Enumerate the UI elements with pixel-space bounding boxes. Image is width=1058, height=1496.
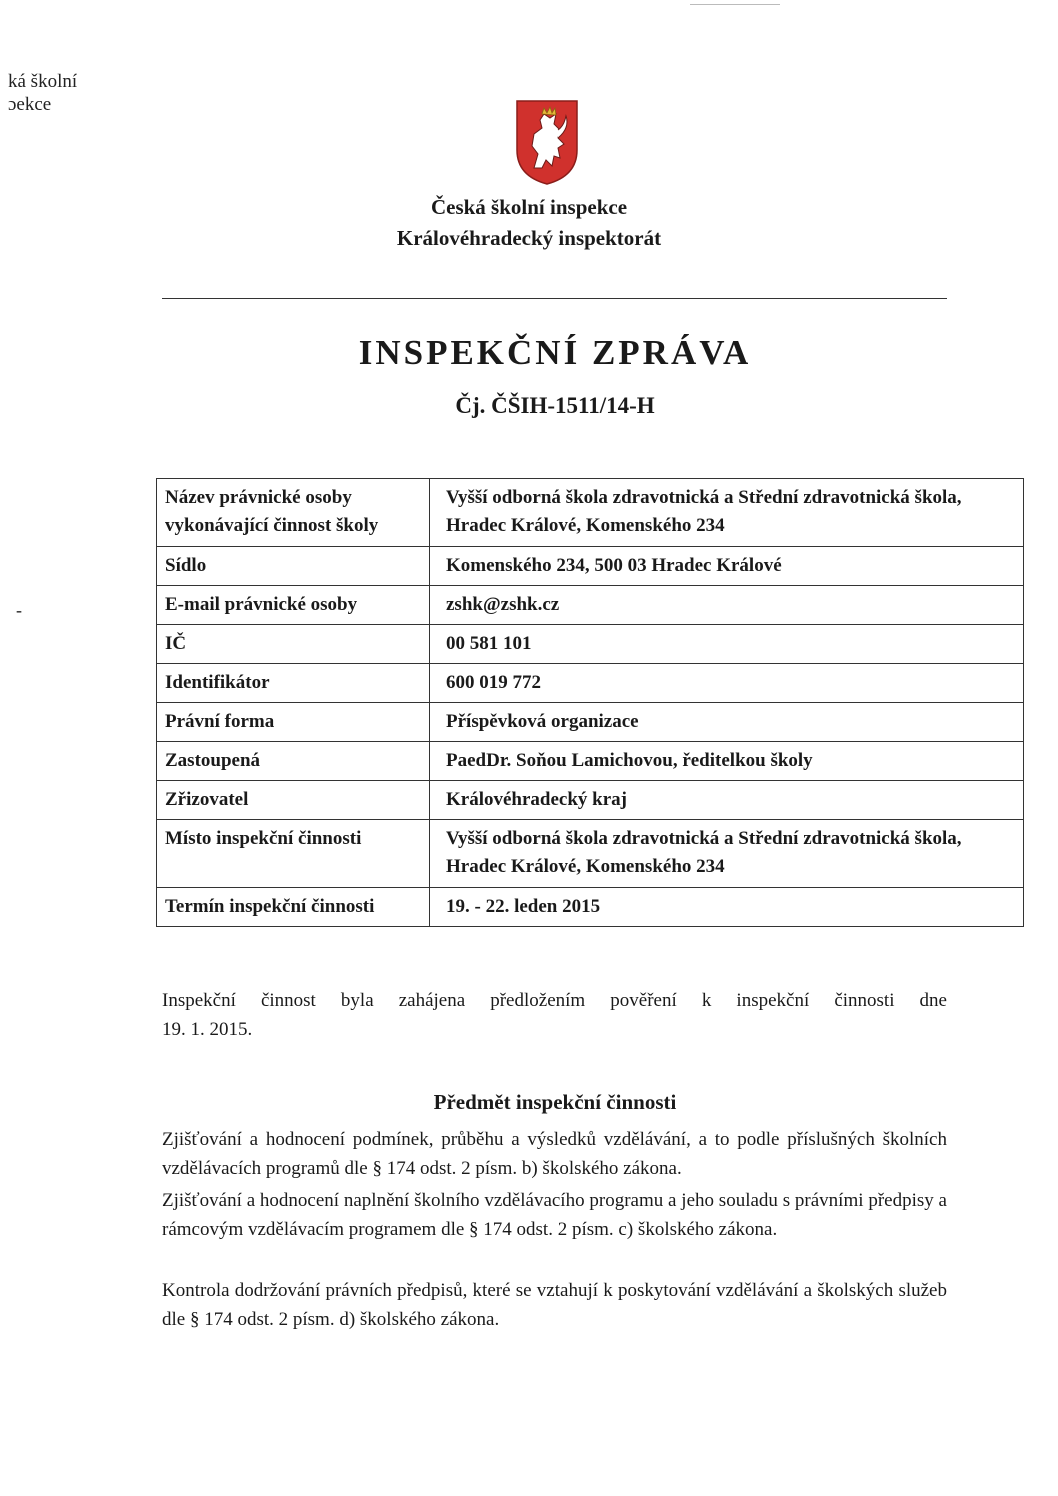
row-value: 600 019 772 bbox=[430, 664, 1024, 703]
issuer-name: Česká školní inspekce bbox=[430, 195, 628, 219]
document-title: INSPEKČNÍ ZPRÁVA bbox=[358, 333, 752, 372]
table-row bbox=[157, 664, 1024, 703]
table-row bbox=[157, 742, 1024, 781]
row-label: Právní forma bbox=[157, 703, 430, 742]
row-value: Vyšší odborná škola zdravotnická a Střední zdravotnická škola, Hradec Králové, Komenského 234 bbox=[430, 479, 1024, 547]
corner-line-1: ká školní bbox=[8, 71, 78, 92]
row-label: IČ bbox=[157, 625, 430, 664]
institution-info-table bbox=[156, 478, 1024, 927]
intro-line-1: Inspekční činnost byla zahájena předložením pověření k inspekční činnosti dne bbox=[162, 990, 947, 1011]
table-row bbox=[157, 479, 1024, 547]
row-value: Komenského 234, 500 03 Hradec Králové bbox=[430, 547, 1024, 586]
czech-lion-crest-icon bbox=[514, 98, 580, 186]
row-label: Místo inspekční činnosti bbox=[157, 820, 430, 888]
row-value: Královéhradecký kraj bbox=[430, 781, 1024, 820]
subject-paragraph-1: Zjišťování a hodnocení podmínek, průběhu a výsledků vzdělávání, a to podle příslušných školních vzdělávacích programů dle § 174 odst. 2 písm. b) školského zákona. bbox=[162, 1129, 947, 1179]
table-row bbox=[157, 781, 1024, 820]
top-scan-mark bbox=[690, 4, 780, 5]
intro-paragraph bbox=[162, 986, 947, 1044]
table-row bbox=[157, 586, 1024, 625]
header-divider bbox=[162, 298, 947, 299]
row-value: PaedDr. Soňou Lamichovou, ředitelkou školy bbox=[430, 742, 1024, 781]
corner-line-2: ɔekce bbox=[8, 94, 52, 115]
margin-dash: - bbox=[16, 600, 22, 620]
row-label: E-mail právnické osoby bbox=[157, 586, 430, 625]
intro-line-2: 19. 1. 2015. bbox=[162, 1019, 253, 1040]
table-row bbox=[157, 547, 1024, 586]
subject-paragraph-3: Kontrola dodržování právních předpisů, které se vztahují k poskytování vzdělávání a školských služeb dle § 174 odst. 2 písm. d) školského zákona. bbox=[162, 1280, 947, 1330]
row-label: Identifikátor bbox=[157, 664, 430, 703]
table-row bbox=[157, 703, 1024, 742]
row-value: 19. - 22. leden 2015 bbox=[430, 888, 1024, 927]
email-value: zshk@zshk.cz bbox=[430, 586, 1024, 625]
row-value: 00 581 101 bbox=[430, 625, 1024, 664]
row-label: Zastoupená bbox=[157, 742, 430, 781]
row-label: Sídlo bbox=[157, 547, 430, 586]
subject-paragraph-2: Zjišťování a hodnocení naplnění školního vzdělávacího programu a jeho souladu s právními předpisy a rámcovým vzdělávacím programem dle § 174 odst. 2 písm. c) školského zákona. bbox=[162, 1190, 947, 1240]
row-value: Příspěvková organizace bbox=[430, 703, 1024, 742]
reference-number: Čj. ČŠIH-1511/14-H bbox=[455, 393, 655, 418]
table-row bbox=[157, 820, 1024, 888]
row-label: Název právnické osoby vykonávající činnost školy bbox=[157, 479, 430, 547]
table-row bbox=[157, 888, 1024, 927]
corner-fragment bbox=[8, 70, 77, 116]
row-label: Zřizovatel bbox=[157, 781, 430, 820]
row-value: Vyšší odborná škola zdravotnická a Střední zdravotnická škola, Hradec Králové, Komenského 234 bbox=[430, 820, 1024, 888]
subject-heading: Předmět inspekční činnosti bbox=[433, 1090, 677, 1114]
inspectorate-name: Královéhradecký inspektorát bbox=[396, 226, 662, 250]
table-row bbox=[157, 625, 1024, 664]
row-label: Termín inspekční činnosti bbox=[157, 888, 430, 927]
